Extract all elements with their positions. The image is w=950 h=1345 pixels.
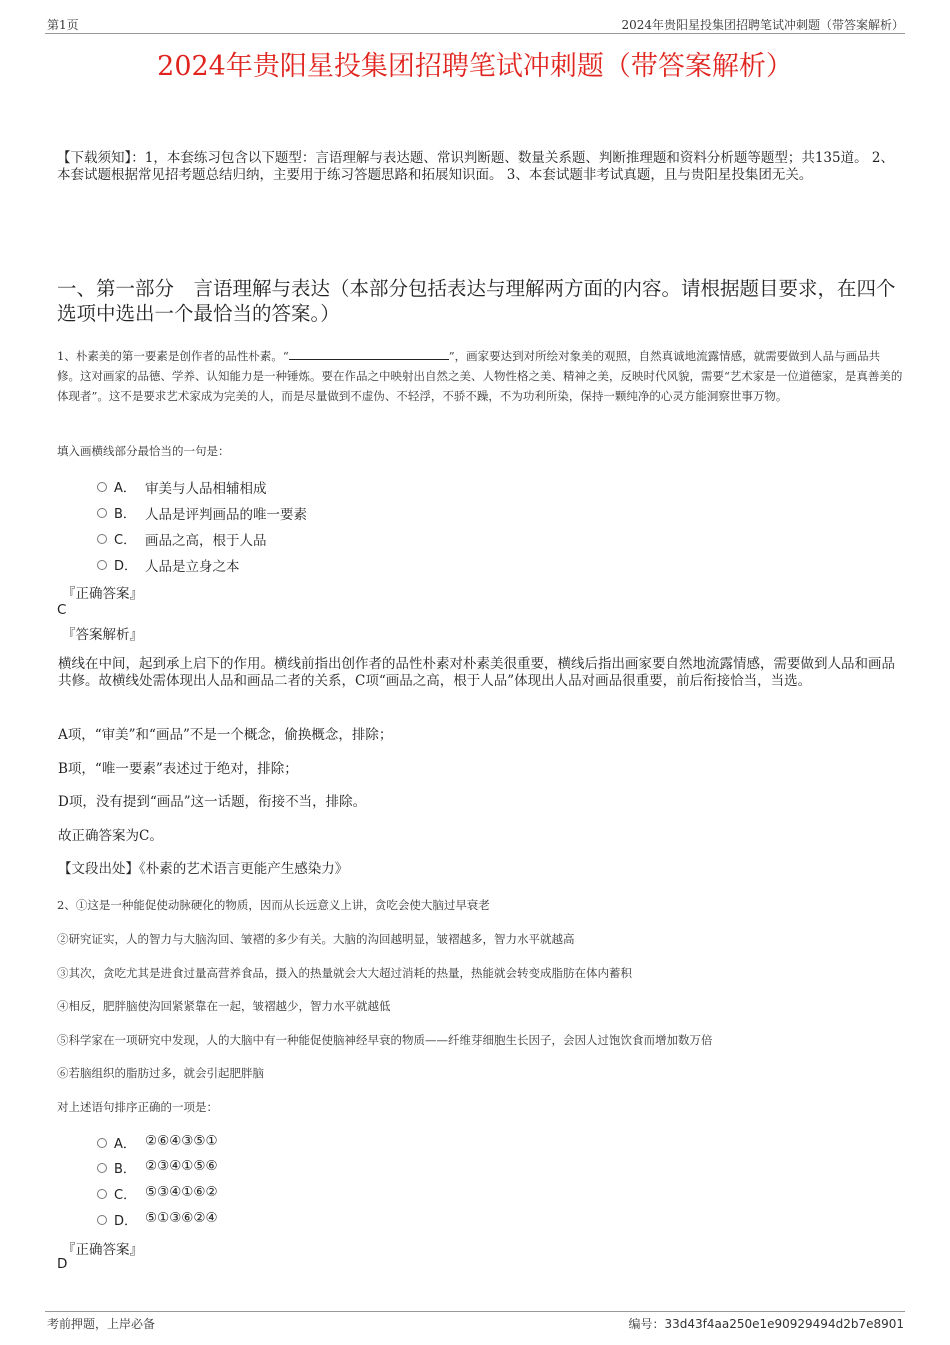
section-heading: 一、第一部分 言语理解与表达（本部分包括表达与理解两方面的内容。请根据题目要求，在四个选项中选出一个最恰当的答案。） [57,277,896,325]
analysis-paragraph: 故正确答案为C。 [58,828,163,844]
radio-icon[interactable] [97,1138,107,1148]
footer-slogan: 考前押题，上岸必备 [47,1317,156,1331]
analysis-paragraph: D项，没有提到“画品”这一话题，衔接不当，排除。 [58,794,367,810]
question-1-option-d[interactable] [97,555,497,575]
option-text: ②⑥④③⑤① [145,1133,218,1149]
question-2-option-b[interactable] [97,1158,497,1178]
radio-icon[interactable] [97,1163,107,1173]
option-text: ⑤③④①⑥② [145,1184,218,1200]
option-letter: D． [114,559,138,574]
question-2-option-c[interactable] [97,1184,497,1204]
option-text: 审美与人品相辅相成 [145,481,267,497]
option-letter: B． [114,1162,136,1177]
question-1-option-c[interactable] [97,529,497,549]
question-2-sentence: ③其次，贪吃尤其是进食过量高营养食品，摄入的热量就会大大超过消耗的热量，热能就会转变成脂肪在体内蓄积 [57,966,632,980]
analysis-paragraph: B项，“唯一要素”表述过于绝对，排除； [58,761,298,777]
analysis-label: 『答案解析』 [62,627,143,643]
question-2-sentence: ⑤科学家在一项研究中发现，人的大脑中有一种能促使脑神经早衰的物质——纤维芽细胞生长因子，会因人过饱饮食而增加数万倍 [57,1033,713,1047]
question-2-prompt: 对上述语句排序正确的一项是： [57,1100,218,1114]
option-text: 画品之高，根于人品 [145,533,267,549]
question-2-sentence: 2、①这是一种能促使动脉硬化的物质，因而从长远意义上讲，贪吃会使大脑过早衰老 [57,898,490,912]
answer-value: C [57,602,67,618]
option-letter: C． [114,533,137,548]
question-1-stem [57,346,903,406]
question-1-stem-after: ”，画家要达到对所绘对象美的观照，自然真诚地流露情感，就需要做到人品与画品共修。这对画家的品德、学养、认知能力是一种锤炼。要在作品之中映射出自然之美、人物性格之美、精神之美，反映时代风貌，需要“艺术家是一位道德家，是真善美的体现者”。这不是要求艺术家成为完美的人，而是尽量做到不虚伪、不轻浮，不骄不躁，不为功利所染，保持一颗纯净的心灵方能洞察世事万物。 [57,349,903,403]
question-2-option-a[interactable] [97,1133,497,1153]
answer-label: 『正确答案』 [62,1242,143,1258]
question-2-sentence: ②研究证实，人的智力与大脑沟回、皱褶的多少有关。大脑的沟回越明显，皱褶越多，智力水平就越高 [57,932,575,946]
question-1-option-a[interactable] [97,477,497,497]
question-2-sentence: ④相反，肥胖脑使沟回紧紧靠在一起，皱褶越少，智力水平就越低 [57,999,391,1013]
radio-icon[interactable] [97,560,107,570]
question-2-sentence: ⑥若脑组织的脂肪过多，就会引起肥胖脑 [57,1066,264,1080]
question-1-stem-before: 1、朴素美的第一要素是创作者的品性朴素。“ [57,349,289,363]
answer-label: 『正确答案』 [62,586,143,602]
option-text: 人品是评判画品的唯一要素 [145,507,307,523]
footer-code [628,1315,904,1332]
radio-icon[interactable] [97,1215,107,1225]
page-title: 2024年贵阳星投集团招聘笔试冲刺题（带答案解析） [157,51,793,82]
radio-icon[interactable] [97,482,107,492]
footer-divider [45,1311,905,1312]
option-text: ②③④①⑤⑥ [145,1158,218,1174]
header-divider [45,33,905,34]
option-letter: B． [114,507,136,522]
answer-value: D [57,1256,68,1272]
radio-icon[interactable] [97,534,107,544]
option-letter: D． [114,1214,138,1229]
question-2-option-d[interactable] [97,1210,497,1230]
header-doc-title: 2024年贵阳星投集团招聘笔试冲刺题（带答案解析） [621,18,904,32]
radio-icon[interactable] [97,1189,107,1199]
page-number: 第1页 [47,18,79,32]
option-text: ⑤①③⑥②④ [145,1210,218,1226]
footer-code-label: 编号： [628,1317,665,1331]
question-1-prompt: 填入画横线部分最恰当的一句是： [57,444,230,458]
option-letter: C． [114,1188,137,1203]
question-1-option-b[interactable] [97,503,497,523]
option-text: 人品是立身之本 [145,559,240,575]
option-letter: A． [114,1137,136,1152]
option-letter: A． [114,481,136,496]
analysis-paragraph: 横线在中间，起到承上启下的作用。横线前指出创作者的品性朴素对朴素美很重要，横线后指出画家要自然地流露情感，需要做到人品和画品共修。故横线处需体现出人品和画品二者的关系，C项“画品之高，根于人品”体现出人品对画品很重要，前后衔接恰当，当选。 [58,656,895,689]
radio-icon[interactable] [97,508,107,518]
download-notice: 【下载须知】：1，本套练习包含以下题型：言语理解与表达题、常识判断题、数量关系题、判断推理题和资料分析题等题型；共135道。 2、本套试题根据常见招考题总结归纳，主要用于练习答题思路和拓展知识面。 3、本套试题非考试真题，且与贵阳星投集团无关。 [57,150,894,183]
source-note: 【文段出处】《朴素的艺术语言更能产生感染力》 [58,861,349,877]
footer-code-value: 33d43f4aa250e1e90929494d2b7e8901 [664,1317,904,1331]
analysis-paragraph: A项，“审美”和“画品”不是一个概念，偷换概念，排除； [58,727,393,743]
fill-blank [289,348,449,360]
